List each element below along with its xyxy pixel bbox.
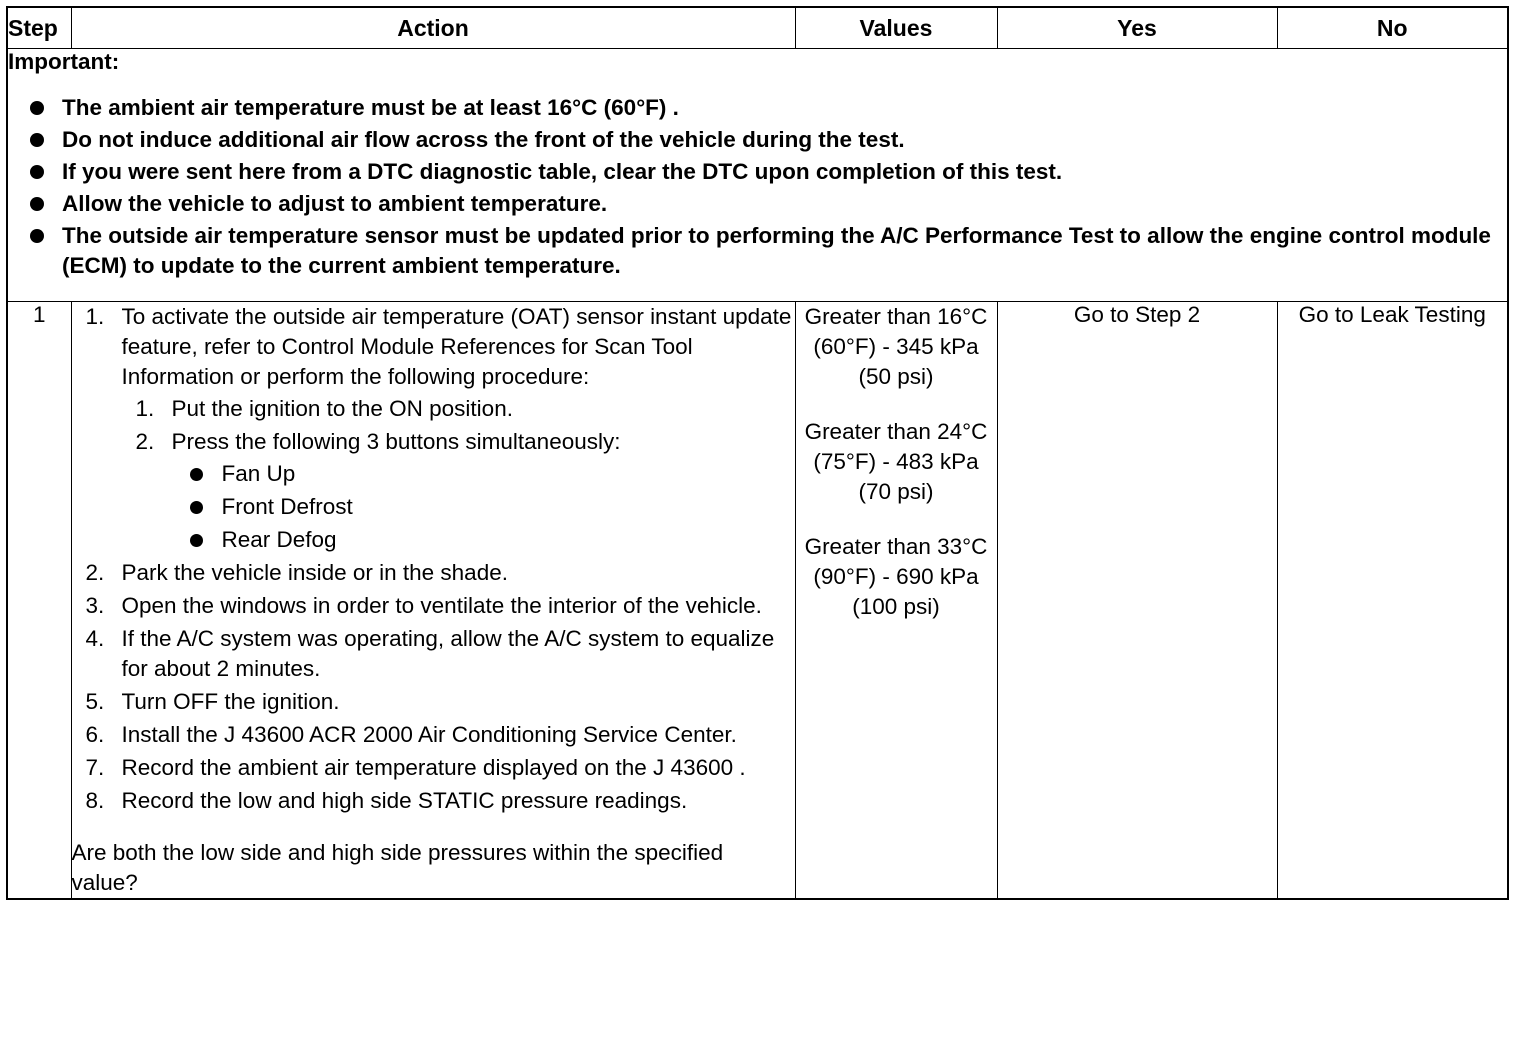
action-item: 4. If the A/C system was operating, allow the A/C system to equalize for about 2 minutes. [85, 626, 775, 681]
important-item: The ambient air temperature must be at least 16°C (60°F) . [28, 93, 1507, 123]
button-item: Fan Up [172, 459, 795, 489]
bullet-icon [30, 229, 44, 243]
important-row [7, 49, 1508, 302]
bullet-icon [190, 534, 203, 547]
diagnostic-table [6, 6, 1509, 900]
important-item: Do not induce additional air flow across the front of the vehicle during the test. [28, 125, 1507, 155]
action-item: 5. Turn OFF the ignition. [85, 689, 340, 714]
bullet-icon [30, 101, 44, 115]
bullet-icon [30, 165, 44, 179]
question-text: Are both the low side and high side pressures within the specified value? [71, 840, 724, 895]
action-item: 1. To activate the outside air temperature (OAT) sensor instant update feature, refer to Control Module References for Scan Tool Information or perform the following procedure: 1. Put the ignition to the ON position. 2. Press the following 3 buttons simultaneously: Fan Up Front Defrost Rear Defog [72, 302, 795, 555]
important-list [8, 93, 1507, 281]
important-cell [7, 49, 1508, 302]
header-values: Values [795, 7, 997, 49]
substep-item: 2. Press the following 3 buttons simultaneously: Fan Up Front Defrost Rear Defog [122, 427, 795, 555]
value-item: Greater than 16°C (60°F) - 345 kPa (50 psi) [804, 304, 988, 389]
button-list [172, 459, 795, 555]
yes-cell: Go to Step 2 [997, 302, 1277, 900]
important-label: Important: [8, 49, 120, 74]
substep-item: 1. Put the ignition to the ON position. [135, 396, 513, 421]
important-item: Allow the vehicle to adjust to ambient temperature. [28, 189, 1507, 219]
action-item: 7. Record the ambient air temperature displayed on the J 43600 . [85, 755, 746, 780]
header-row [7, 7, 1508, 49]
header-step: Step [7, 7, 71, 49]
step-number: 1 [7, 302, 71, 900]
action-item: 8. Record the low and high side STATIC pressure readings. [85, 788, 688, 813]
action-item: 2. Park the vehicle inside or in the shade. [85, 560, 508, 585]
value-item: Greater than 24°C (75°F) - 483 kPa (70 psi) [804, 419, 988, 504]
bullet-icon [30, 197, 44, 211]
important-item: If you were sent here from a DTC diagnostic table, clear the DTC upon completion of this test. [28, 157, 1507, 187]
action-item: 3. Open the windows in order to ventilate the interior of the vehicle. [85, 593, 762, 618]
button-item: Front Defrost [172, 492, 795, 522]
header-no: No [1277, 7, 1508, 49]
action-cell [71, 302, 795, 900]
no-cell: Go to Leak Testing [1277, 302, 1508, 900]
button-item: Rear Defog [172, 525, 795, 555]
important-item: The outside air temperature sensor must be updated prior to performing the A/C Performance Test to allow the engine control module (ECM) to update to the current ambient temperature. [28, 221, 1507, 281]
step-row-1 [7, 302, 1508, 900]
header-action: Action [71, 7, 795, 49]
header-yes: Yes [997, 7, 1277, 49]
bullet-icon [190, 468, 203, 481]
action-list [72, 302, 795, 816]
values-cell [795, 302, 997, 900]
value-item: Greater than 33°C (90°F) - 690 kPa (100 psi) [804, 534, 988, 619]
bullet-icon [190, 501, 203, 514]
substep-list [122, 394, 795, 555]
bullet-icon [30, 133, 44, 147]
action-item: 6. Install the J 43600 ACR 2000 Air Conditioning Service Center. [85, 722, 737, 747]
